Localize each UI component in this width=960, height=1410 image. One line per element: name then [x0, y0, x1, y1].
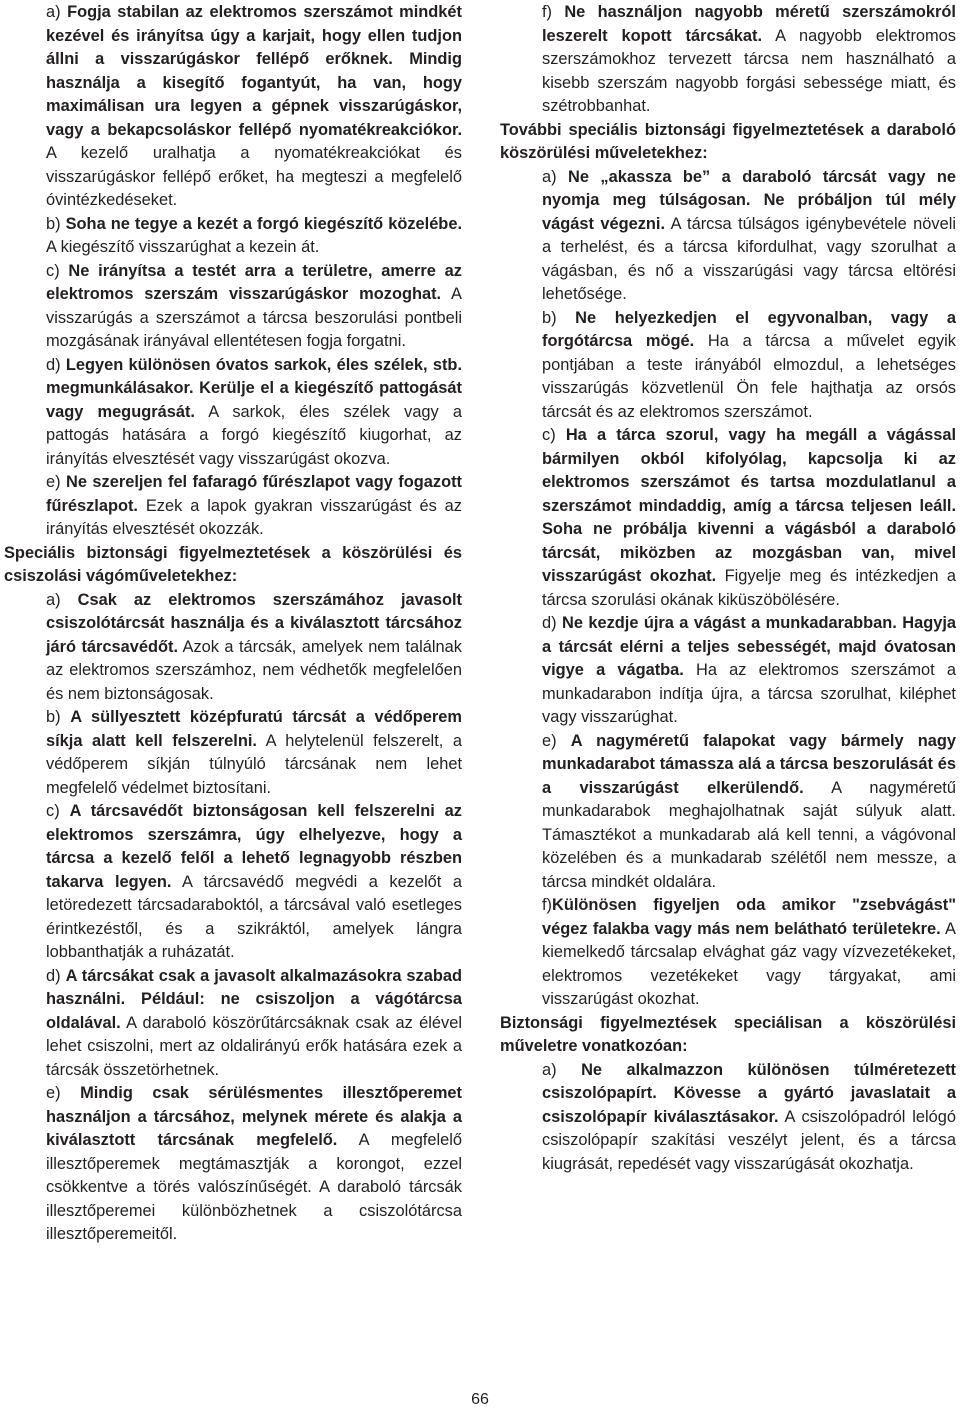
list-item — [500, 1059, 956, 1177]
list-item — [500, 612, 956, 730]
list-item — [500, 894, 956, 1012]
list-item — [4, 800, 462, 965]
body-text: c) — [46, 261, 69, 280]
bold-text: Ne „akassza be” a daraboló tárcsát vagy ne nyomja meg túlságosan. Ne próbáljon túl mély vágást végezni. — [542, 167, 956, 233]
list-item — [500, 424, 956, 612]
list-item — [4, 260, 462, 354]
body-text: a) — [46, 3, 68, 21]
section-heading — [500, 1012, 956, 1059]
body-text: b) — [46, 708, 71, 726]
bold-text: Különösen figyeljen oda amikor "zsebvágást" végez falakba vagy más nem belátható területekre. — [542, 896, 956, 938]
bold-text: Ha a tárca szorul, vagy ha megáll a vágással bármilyen okból kifolyólag, kapcsolja ki az elektromos szerszámot és tartsa mozdulatlanul a szerszámot mindaddig, amíg a tárcsa teljesen leáll. Soha ne próbálja kivenni a vágásból a daraboló tárcsát, miközben az mozgásban van, mivel visszarúgást okozhat. — [542, 426, 956, 585]
list-item — [4, 706, 462, 800]
body-text: a) — [46, 590, 78, 609]
body-text: f) — [542, 896, 553, 914]
body-text: A nagyobb elektromos szerszámokhoz tervezett tárcsa nem használható a kisebb szerszám nagyobb forgási sebessége miatt, és szétrobbanhat. — [542, 26, 956, 115]
bold-text: Soha ne tegye a kezét a forgó kiegészítő közelébe. — [65, 214, 462, 233]
bold-text: Speciális biztonsági figyelmeztetések a köszörülési és csiszolási vágóműveletekhez: — [4, 543, 462, 585]
bold-text: A süllyesztett középfuratú tárcsát a védőperem síkja alatt kell felszerelni. — [46, 708, 462, 750]
body-text: d) — [46, 355, 66, 374]
body-text: A visszarúgás a szerszámot a tárcsa beszorulási pontbeli mozgásának irányával ellentétesen fogja forgatni. — [46, 285, 462, 350]
list-item — [500, 1, 956, 119]
left-column — [4, 1, 462, 1247]
bold-text: A tárcsákat csak a javasolt alkalmazásokra szabad használni. Például: ne csiszoljon a vágótárcsa oldalával. — [46, 966, 462, 1032]
body-text: A tárcsavédő megvédi a kezelőt a letöredezett tárcsadaraboktól, a tárcsával való esetleges érintkezéstől, és a szikráktól, amelyek lángra lobbanthatják a ruházatát. — [46, 872, 462, 961]
body-text: Ha a tárcsa a művelet egyik pontjában a teste irányából elmozdul, a lehetséges visszarúgás közvetlenül Ön fele hajthatja az orsós tárcsát és az elektromos szerszámot. — [542, 332, 956, 421]
body-text: Ha az elektromos szerszámot a munkadarabon indítja újra, a tárcsa szorulhat, kiléphet vagy visszarúghat. — [542, 661, 956, 726]
list-item — [4, 1, 462, 213]
body-text: a) — [542, 1060, 582, 1079]
body-text: e) — [46, 473, 67, 491]
body-text: Azok a tárcsák, amelyek nem találnak az elektromos szerszámhoz, nem védhetők megfelelően és nem biztonságosak. — [46, 637, 462, 703]
bold-text: Ne alkalmazzon különösen túlméretezett csiszolópapírt. Kövesse a gyártó javaslatait a csiszolópapír kiválasztásakor. — [542, 1060, 956, 1126]
body-text: b) — [46, 214, 66, 233]
bold-text: A tárcsavédőt biztonságosan kell felszerelni az elektromos szerszámra, úgy elhelyezve, hogy a tárcsa a kezelő felől a lehető legnagyobb részben takarva legyen. — [46, 802, 462, 891]
bold-text: Csak az elektromos szerszámához javasolt csiszolótárcsát használja és a kiválasztott tárcsához járó tárcsavédőt. — [46, 590, 462, 656]
right-column — [500, 1, 956, 1176]
bold-text: Ne helyezkedjen el egyvonalban, vagy a forgótárcsa mögé. — [542, 308, 956, 350]
body-text: A daraboló köszörűtárcsáknak csak az élével lehet csiszolni, mert az oldalirányú erők hatására ezek a tárcsák összetörhetnek. — [46, 1013, 462, 1079]
body-text: d) — [542, 614, 562, 632]
body-text: A kezelő uralhatja a nyomatékreakciókat és visszarúgáskor fellépő erőket, ha megteszi a megfelelő óvintézkedéseket. — [46, 144, 462, 209]
body-text: b) — [542, 308, 576, 327]
body-text: a) — [542, 167, 569, 186]
list-item — [4, 1082, 462, 1247]
bold-text: Ne kezdje újra a vágást a munkadarabban. Hagyja a tárcsát elérni a teljes sebességét, majd óvatosan vigye a vágatba. — [542, 614, 956, 679]
list-item — [4, 354, 462, 472]
body-text: e) — [542, 731, 571, 750]
bold-text: Ne irányítsa a testét arra a területre, amerre az elektromos szerszám visszarúgáskor mozoghat. — [46, 261, 462, 303]
bold-text: Mindig csak sérülésmentes illesztőperemet használjon a tárcsához, melynek mérete és alakja a kiválasztott tárcsának megfelelő. — [46, 1084, 462, 1149]
page-number: 66 — [471, 1391, 489, 1408]
list-item — [4, 213, 462, 260]
bold-text: Ne szereljen fel fafaragó fűrészlapot vagy fogazott fűrészlapot. — [46, 473, 462, 515]
bold-text: További speciális biztonsági figyelmeztetések a daraboló köszörülési műveletekhez: — [500, 120, 956, 162]
body-text: A csiszolópadról lelógó csiszolópapír szakítási veszélyt jelent, és a tárcsa kiugrását, repedését vagy visszarúgását okozhatja. — [542, 1107, 956, 1173]
body-text: A megfelelő illesztőperemek megtámasztják a korongot, ezzel csökkentve a törés valószínűségét. A daraboló tárcsák illesztőperemei különbözhetnek a csiszolótárcsa illesztőperemeitől. — [46, 1131, 462, 1243]
list-item — [500, 166, 956, 307]
bold-text: Ne használjon nagyobb méretű szerszámokról leszerelt kopott tárcsákat. — [542, 3, 956, 45]
list-item — [4, 589, 462, 707]
body-text: A kiegészítő visszarúghat a kezein át. — [46, 238, 320, 256]
bold-text: A nagyméretű falapokat vagy bármely nagy munkadarabot támassza alá a tárcsa beszorulását és a visszarúgást elkerülendő. — [542, 731, 956, 797]
body-text: e) — [46, 1084, 81, 1102]
body-text: d) — [46, 966, 66, 985]
bold-text: Biztonsági figyelmeztések speciálisan a köszörülési műveletre vonatkozóan: — [500, 1013, 956, 1055]
body-text: f) — [542, 3, 565, 21]
body-text: Ezek a lapok gyakran visszarúgást és az irányítás elvesztését okozzák. — [46, 496, 462, 538]
body-text: A nagyméretű munkadarabok meghajolhatnak saját súlyuk alatt. Támasztékot a munkadarab alá kell tenni, a vágóvonal közelében és a munkadarab szélétől nem messze, a tárcsa mindkét oldalára. — [542, 778, 956, 891]
bold-text: Fogja stabilan az elektromos szerszámot mindkét kezével és irányítsa úgy a karjait, hogy ellen tudjon állni a visszarúgáskor fellépő erőknek. Mindig használja a kisegítő fogantyút, ha van, hogy maximálisan ura legyen a gépnek visszarúgáskor, vagy a bekapcsoláskor fellépő nyomatékreakciókor. — [46, 3, 462, 139]
section-heading — [500, 119, 956, 166]
list-item — [500, 307, 956, 425]
list-item — [4, 471, 462, 542]
body-text: A helytelenül felszerelt, a védőperem síkján túlnyúló tárcsának nem lehet megfelelő védelmet biztosítani. — [46, 731, 462, 797]
body-text: A kiemelkedő tárcsalap elvághat gáz vagy vízvezetékeket, elektromos vezetékeket vagy tárgyakat, ami visszarúgást okozhat. — [542, 919, 956, 1008]
body-text: Figyelje meg és intézkedjen a tárcsa szorulási okának kiküszöbölésére. — [542, 567, 956, 609]
body-text: c) — [46, 802, 70, 820]
body-text: A tárcsa túlságos igénybevétele növeli a terhelést, és a tárcsa kifordulhat, vagy szorulhat a vágásban, és nő a visszarúgási vagy tárcsa eltörési lehetősége. — [542, 214, 956, 303]
list-item — [500, 730, 956, 895]
body-text: c) — [542, 426, 566, 444]
body-text: A sarkok, éles szélek vagy a pattogás hatására a forgó kiegészítő kiugorhat, az irányítás elvesztését vagy visszarúgást okozva. — [46, 402, 462, 468]
bold-text: Legyen különösen óvatos sarkok, éles szélek, stb. megmunkálásakor. Kerülje el a kiegészítő pattogását vagy megugrását. — [46, 355, 462, 421]
section-heading — [4, 542, 462, 589]
list-item — [4, 965, 462, 1083]
